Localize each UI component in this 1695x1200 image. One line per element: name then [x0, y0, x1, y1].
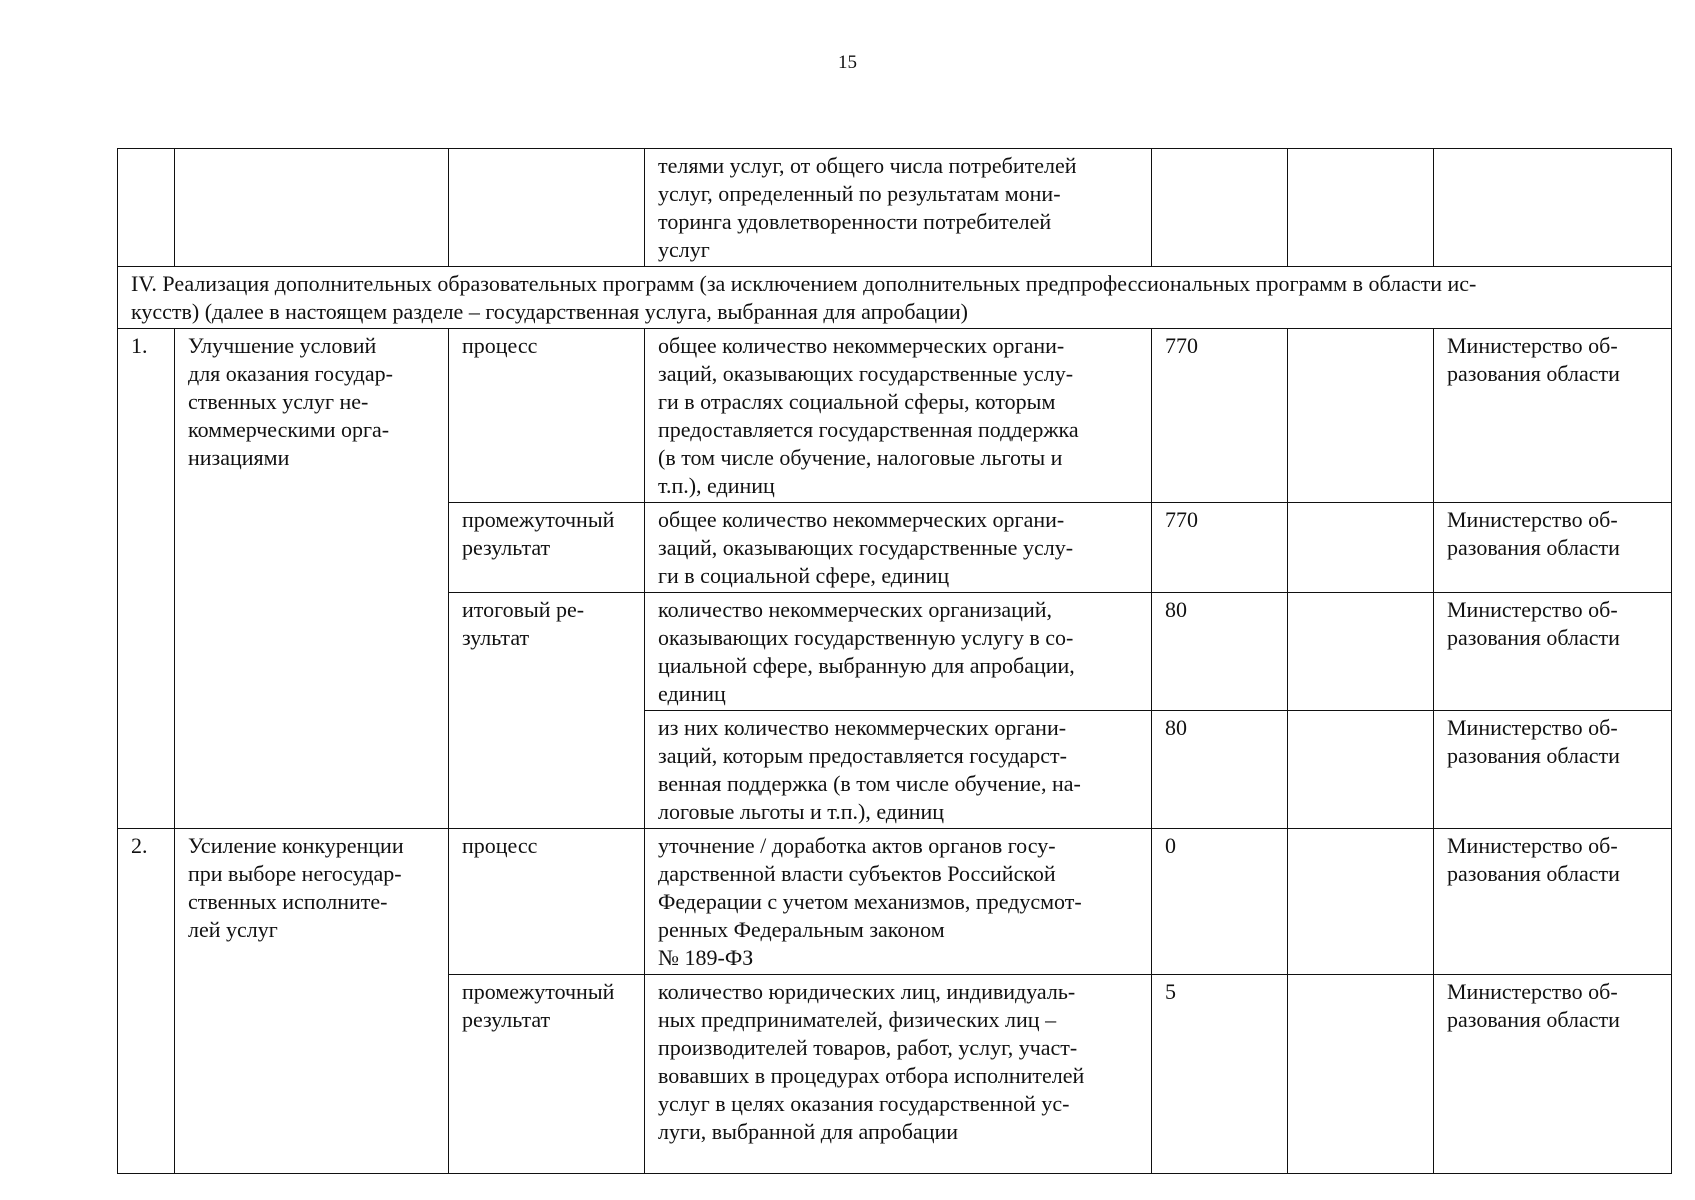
indicator-cell — [645, 829, 1152, 975]
indicator-line: вовавших в процедурах отбора исполнителей — [658, 1063, 1085, 1088]
section-heading — [118, 267, 1672, 329]
indicator-line: заций, оказывающих государственные услу- — [658, 535, 1074, 560]
indicator-line: общее количество некоммерческих органи- — [658, 507, 1065, 532]
responsible-line: Министерство об- — [1447, 979, 1618, 1004]
extra-cell — [1288, 975, 1434, 1174]
goal-cell — [175, 329, 449, 829]
table-row — [118, 829, 1672, 975]
responsible-line: разования области — [1447, 361, 1620, 386]
responsible-line: разования области — [1447, 743, 1620, 768]
responsible-cell — [1434, 593, 1672, 711]
number-cell: 1. — [118, 329, 175, 829]
goal-line: Усиление конкуренции — [188, 833, 404, 858]
responsible-line: Министерство об- — [1447, 715, 1618, 740]
indicator-line: общее количество некоммерческих органи- — [658, 333, 1065, 358]
extra-cell — [1288, 711, 1434, 829]
section-heading-line: IV. Реализация дополнительных образовательных программ (за исключением дополнительных предпрофессиональных программ в области ис- — [131, 271, 1477, 296]
responsible-line: разования области — [1447, 625, 1620, 650]
indicator-line: (в том числе обучение, налоговые льготы и — [658, 445, 1063, 470]
indicator-line: циальной сфере, выбранную для апробации, — [658, 653, 1075, 678]
responsible-line: Министерство об- — [1447, 833, 1618, 858]
responsible-line: разования области — [1447, 1007, 1620, 1032]
indicator-line: ных предпринимателей, физических лиц – — [658, 1007, 1057, 1032]
extra-cell — [1288, 503, 1434, 593]
indicator-line: венная поддержка (в том числе обучение, на- — [658, 771, 1081, 796]
indicator-line: дарственной власти субъектов Российской — [658, 861, 1056, 886]
indicator-line: единиц — [658, 681, 726, 706]
goal-line: ственных услуг не- — [188, 389, 369, 414]
value-cell: 770 — [1152, 329, 1288, 503]
section-heading-line: кусств) (далее в настоящем разделе – государственная услуга, выбранная для апробации) — [131, 299, 968, 324]
goal-cell — [175, 829, 449, 1174]
indicator-cell — [645, 975, 1152, 1174]
responsible-cell — [1434, 711, 1672, 829]
goal-line: низациями — [188, 445, 290, 470]
indicator-line: из них количество некоммерческих органи- — [658, 715, 1067, 740]
stage-line: промежуточный — [462, 979, 615, 1004]
responsible-cell — [1434, 829, 1672, 975]
indicator-line: луги, выбранной для апробации — [658, 1119, 959, 1144]
indicator-line: ги в социальной сфере, единиц — [658, 563, 950, 588]
responsible-line: разования области — [1447, 861, 1620, 886]
indicator-line: заций, которым предоставляется государст- — [658, 743, 1067, 768]
goal-cell — [175, 149, 449, 267]
stage-line: процесс — [462, 333, 538, 358]
indicator-line: Федерации с учетом механизмов, предусмот- — [658, 889, 1082, 914]
indicator-line: торинга удовлетворенности потребителей — [658, 209, 1052, 234]
value-cell: 770 — [1152, 503, 1288, 593]
responsible-cell — [1434, 149, 1672, 267]
extra-cell — [1288, 329, 1434, 503]
number-cell — [118, 149, 175, 267]
responsible-line: Министерство об- — [1447, 597, 1618, 622]
responsible-cell — [1434, 975, 1672, 1174]
indicator-line: т.п.), единиц — [658, 473, 775, 498]
stage-cell — [449, 829, 645, 975]
indicators-table — [117, 148, 1672, 1174]
stage-line: результат — [462, 1007, 551, 1032]
goal-line: коммерческими орга- — [188, 417, 390, 442]
stage-cell — [449, 503, 645, 593]
stage-cell — [449, 329, 645, 503]
indicator-line: услуг — [658, 237, 710, 262]
indicator-line: № 189-ФЗ — [658, 945, 754, 970]
value-cell: 80 — [1152, 593, 1288, 711]
extra-cell — [1288, 829, 1434, 975]
goal-line: при выборе негосудар- — [188, 861, 402, 886]
indicator-cell — [645, 593, 1152, 711]
indicator-cell — [645, 711, 1152, 829]
value-cell: 80 — [1152, 711, 1288, 829]
responsible-cell — [1434, 503, 1672, 593]
indicator-line: ренных Федеральным законом — [658, 917, 945, 942]
section-row — [118, 267, 1672, 329]
responsible-line: разования области — [1447, 535, 1620, 560]
goal-line: для оказания государ- — [188, 361, 393, 386]
indicator-line: ги в отраслях социальной сферы, которым — [658, 389, 1056, 414]
value-cell: 5 — [1152, 975, 1288, 1174]
indicator-line: количество некоммерческих организаций, — [658, 597, 1052, 622]
indicator-line: заций, оказывающих государственные услу- — [658, 361, 1074, 386]
responsible-line: Министерство об- — [1447, 507, 1618, 532]
indicator-line: логовые льготы и т.п.), единиц — [658, 799, 945, 824]
value-cell — [1152, 149, 1288, 267]
extra-cell — [1288, 149, 1434, 267]
indicator-line: услуг в целях оказания государственной ус- — [658, 1091, 1070, 1116]
indicator-line: телями услуг, от общего числа потребителей — [658, 153, 1077, 178]
extra-cell — [1288, 593, 1434, 711]
indicator-cell — [645, 329, 1152, 503]
responsible-cell — [1434, 329, 1672, 503]
value-cell: 0 — [1152, 829, 1288, 975]
indicator-cell — [645, 149, 1152, 267]
indicator-line: количество юридических лиц, индивидуаль- — [658, 979, 1076, 1004]
indicator-line: оказывающих государственную услугу в со- — [658, 625, 1074, 650]
goal-line: лей услуг — [188, 917, 278, 942]
indicator-line: услуг, определенный по результатам мони- — [658, 181, 1061, 206]
number-cell: 2. — [118, 829, 175, 1174]
stage-line: зультат — [462, 625, 530, 650]
goal-line: Улучшение условий — [188, 333, 377, 358]
indicator-line: предоставляется государственная поддержка — [658, 417, 1079, 442]
stage-line: итоговый ре- — [462, 597, 585, 622]
table-row — [118, 329, 1672, 503]
indicator-cell — [645, 503, 1152, 593]
stage-line: процесс — [462, 833, 538, 858]
indicator-line: уточнение / доработка актов органов госу- — [658, 833, 1056, 858]
stage-line: результат — [462, 535, 551, 560]
page-number: 15 — [838, 52, 857, 73]
continuation-row — [118, 149, 1672, 267]
stage-cell — [449, 975, 645, 1174]
goal-line: ственных исполните- — [188, 889, 388, 914]
stage-cell — [449, 593, 645, 829]
stage-line: промежуточный — [462, 507, 615, 532]
stage-cell — [449, 149, 645, 267]
indicator-line: производителей товаров, работ, услуг, участ- — [658, 1035, 1078, 1060]
responsible-line: Министерство об- — [1447, 333, 1618, 358]
